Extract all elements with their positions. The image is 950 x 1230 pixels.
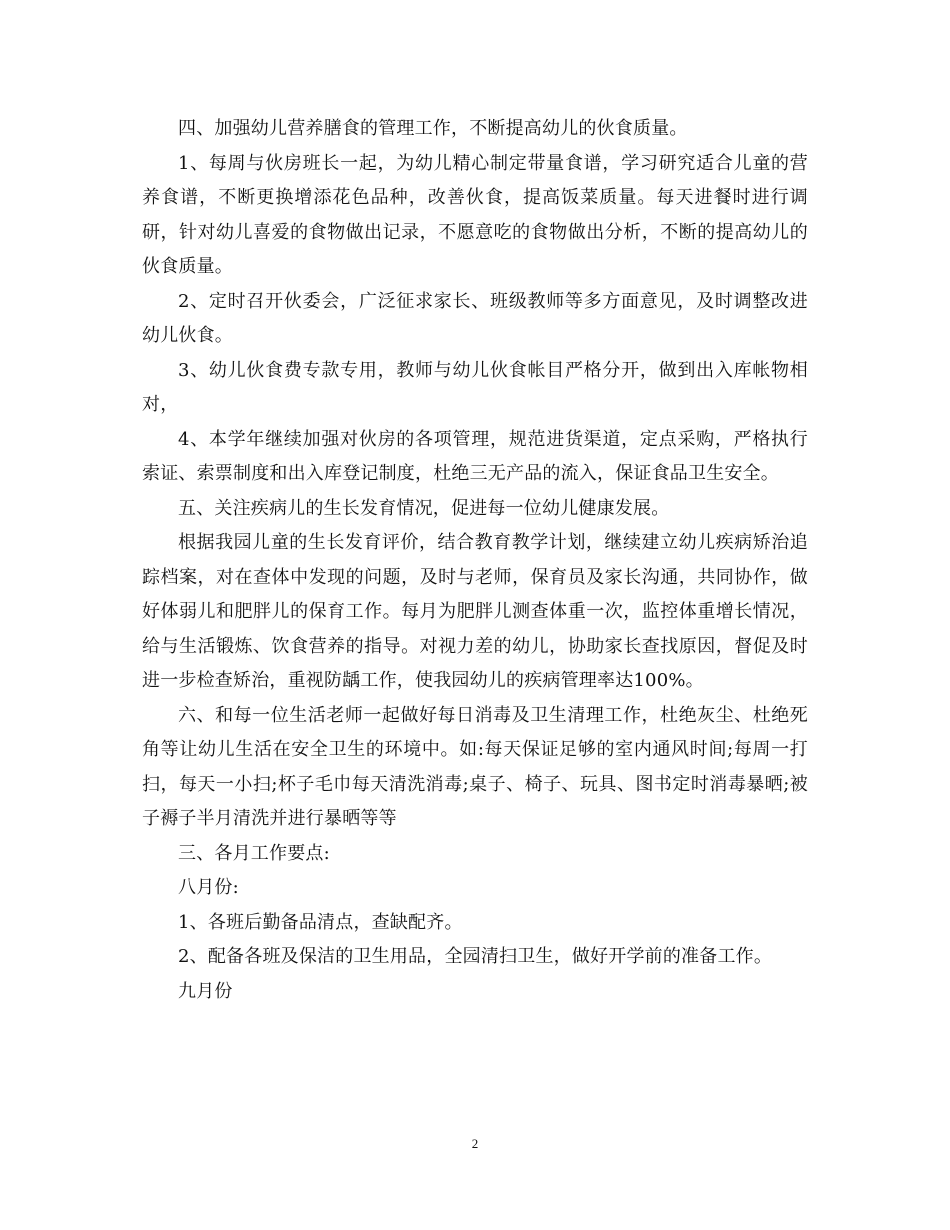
document-body [142,112,808,1009]
section-heading-monthly: 三、各月工作要点: [178,842,330,864]
august-item-1: 1、各班后勤备品清点，查缺配齐。 [178,911,463,933]
section-heading-4: 四、加强幼儿营养膳食的管理工作，不断提高幼儿的伙食质量。 [178,118,688,139]
section-heading-6: 六、和每一位生活老师一起做好每日消毒及卫生清理工作，杜绝灰尘、杜绝死角等让幼儿生活在安全卫生的环境中。如:每天保证足够的室内通风时间;每周一打扫，每天一小扫;杯子毛巾每天清洗消毒;桌子、椅子、玩具、图书定时消毒暴晒;被子褥子半月清洗并进行暴晒等等 [142,704,808,829]
paragraph-item-3: 3、幼儿伙食费专款专用，教师与幼儿伙食帐目严格分开，做到出入库帐物相对， [142,359,808,415]
paragraph-item-2: 2、定时召开伙委会，广泛征求家长、班级教师等多方面意见，及时调整改进幼儿伙食。 [142,290,808,346]
paragraph-item-4: 4、本学年继续加强对伙房的各项管理，规范进货渠道，定点采购，严格执行索证、索票制度和出入库登记制度，杜绝三无产品的流入，保证食品卫生安全。 [142,428,808,484]
paragraph-growth-evaluation: 根据我园儿童的生长发育评价，结合教育教学计划，继续建立幼儿疾病矫治追踪档案，对在查体中发现的问题，及时与老师，保育员及家长沟通，共同协作，做好体弱儿和肥胖儿的保育工作。每月为肥胖儿测查体重一次，监控体重增长情况，给与生活锻炼、饮食营养的指导。对视力差的幼儿，协助家长查找原因，督促及时进一步检查矫治，重视防龋工作，使我园幼儿的疾病管理率达100%。 [142,532,808,691]
month-heading-september: 九月份 [178,980,233,1002]
paragraph-item-1: 1、每周与伙房班长一起，为幼儿精心制定带量食谱，学习研究适合儿童的营养食谱，不断更换增添花色品种，改善伙食，提高饭菜质量。每天进餐时进行调研，针对幼儿喜爱的食物做出记录，不愿意吃的食物做出分析，不断的提高幼儿的伙食质量。 [142,152,808,277]
month-heading-august: 八月份: [178,877,239,898]
page-number: 2 [471,1136,479,1151]
august-item-2: 2、配备各班及保洁的卫生用品，全园清扫卫生，做好开学前的准备工作。 [178,946,773,967]
section-heading-5: 五、关注疾病儿的生长发育情况，促进每一位幼儿健康发展。 [178,497,670,519]
